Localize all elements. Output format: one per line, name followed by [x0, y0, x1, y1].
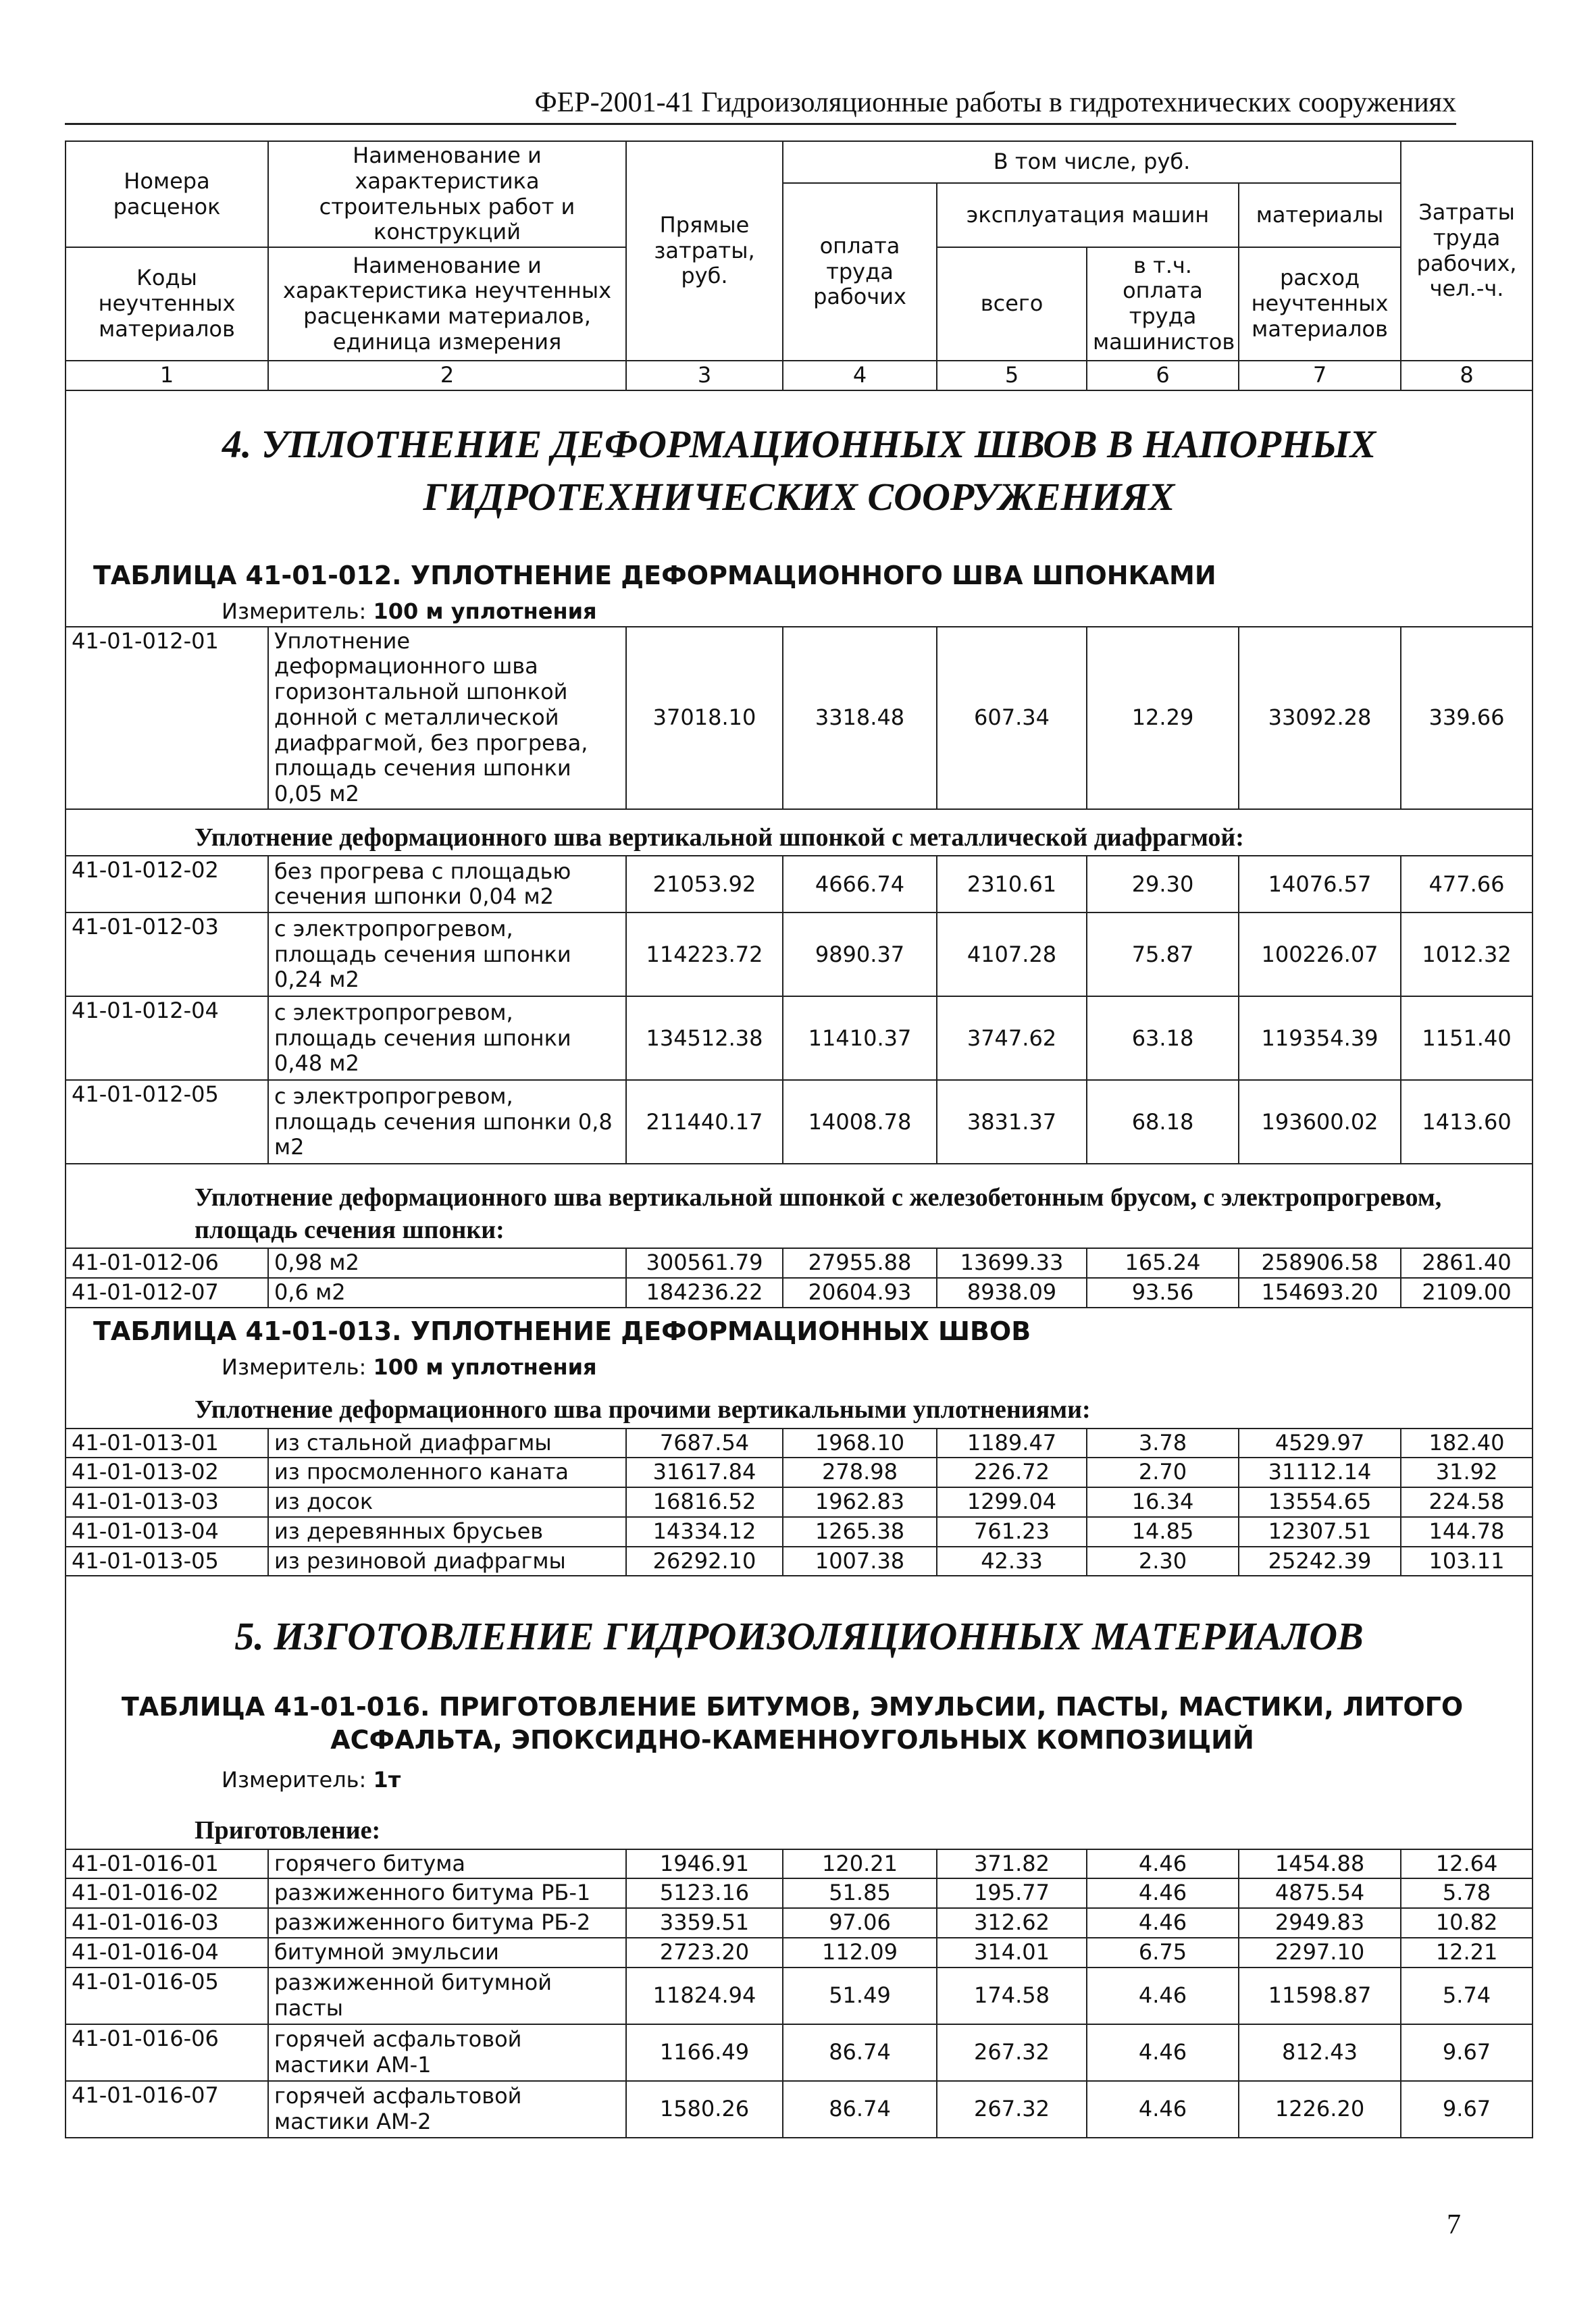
rate-name: разжиженного битума РБ-2 [268, 1908, 626, 1938]
rate-name: горячей асфальтовой мастики АМ-2 [268, 2081, 626, 2138]
col5-header: всего [937, 247, 1087, 361]
machinists-pay: 68.18 [1087, 1080, 1239, 1164]
labor-hours: 31.92 [1401, 1458, 1533, 1487]
col2-top-header: Наименование и характеристика строительных работ и конструкций [268, 141, 626, 247]
direct-cost: 1166.49 [626, 2024, 783, 2081]
direct-cost: 7687.54 [626, 1429, 783, 1458]
materials-cost: 25242.39 [1239, 1547, 1401, 1576]
labor-hours: 2861.40 [1401, 1248, 1533, 1278]
labor-pay: 4666.74 [783, 856, 937, 912]
rate-code: 41-01-012-02 [66, 856, 268, 912]
direct-cost: 3359.51 [626, 1908, 783, 1938]
rate-name: из стальной диафрагмы [268, 1429, 626, 1458]
labor-pay: 3318.48 [783, 627, 937, 809]
col6-header: в т.ч. оплата труда машинистов [1087, 247, 1239, 361]
rate-name: Уплотнение деформационного шва горизонтальной шпонкой донной с металлической диафрагмой, без прогрева, площадь сечения шпонки 0,05 м2 [268, 627, 626, 809]
machines-total: 13699.33 [937, 1248, 1087, 1278]
materials-cost: 14076.57 [1239, 856, 1401, 912]
section-5-title: 5. ИЗГОТОВЛЕНИЕ ГИДРОИЗОЛЯЦИОННЫХ МАТЕРИАЛОВ [234, 1614, 1364, 1659]
col7-header: расход неучтенных материалов [1239, 247, 1401, 361]
page-number: 7 [1447, 2209, 1461, 2240]
materials-cost: 4875.54 [1239, 1878, 1401, 1908]
rate-name: с электропрогревом, площадь сечения шпонки 0,48 м2 [268, 996, 626, 1080]
col-num: 1 [66, 361, 268, 390]
machines-total: 3831.37 [937, 1080, 1087, 1164]
materials-cost: 119354.39 [1239, 996, 1401, 1080]
col2-bottom-header: Наименование и характеристика неучтенных расценками материалов, единица измерения [268, 247, 626, 361]
labor-hours: 10.82 [1401, 1908, 1533, 1938]
labor-hours: 5.78 [1401, 1878, 1533, 1908]
labor-pay: 1962.83 [783, 1487, 937, 1517]
labor-pay: 9890.37 [783, 912, 937, 996]
group-heading: Уплотнение деформационного шва вертикальной шпонкой с металлической диафрагмой: [195, 823, 1244, 852]
rate-code: 41-01-013-01 [66, 1429, 268, 1458]
machines-total: 371.82 [937, 1849, 1087, 1879]
col-num: 5 [937, 361, 1087, 390]
machines-total: 314.01 [937, 1938, 1087, 1968]
labor-pay: 14008.78 [783, 1080, 937, 1164]
machinists-pay: 4.46 [1087, 1878, 1239, 1908]
labor-pay: 120.21 [783, 1849, 937, 1879]
rate-code: 41-01-016-03 [66, 1908, 268, 1938]
machinists-pay: 63.18 [1087, 996, 1239, 1080]
materials-cost: 2949.83 [1239, 1908, 1401, 1938]
direct-cost: 211440.17 [626, 1080, 783, 1164]
machines-total: 8938.09 [937, 1278, 1087, 1308]
col-num: 4 [783, 361, 937, 390]
rate-name: из досок [268, 1487, 626, 1517]
materials-cost: 812.43 [1239, 2024, 1401, 2081]
labor-hours: 1012.32 [1401, 912, 1533, 996]
rate-code: 41-01-012-07 [66, 1278, 268, 1308]
table-012-measure: Измеритель: 100 м уплотнения [222, 598, 597, 624]
machinists-pay: 14.85 [1087, 1517, 1239, 1547]
machines-header: эксплуатация машин [937, 183, 1239, 247]
col1-top-header: Номера расценок [66, 141, 268, 247]
machinists-pay: 6.75 [1087, 1938, 1239, 1968]
rate-name: горячего битума [268, 1849, 626, 1879]
machinists-pay: 4.46 [1087, 2081, 1239, 2138]
table-016-measure: Измеритель: 1т [222, 1767, 401, 1793]
materials-cost: 154693.20 [1239, 1278, 1401, 1308]
col-num: 7 [1239, 361, 1401, 390]
rate-name: из резиновой диафрагмы [268, 1547, 626, 1576]
labor-hours: 1151.40 [1401, 996, 1533, 1080]
materials-cost: 1454.88 [1239, 1849, 1401, 1879]
rate-name: с электропрогревом, площадь сечения шпонки 0,8 м2 [268, 1080, 626, 1164]
table-013-measure: Измеритель: 100 м уплотнения [222, 1354, 597, 1381]
machines-total: 4107.28 [937, 912, 1087, 996]
machines-total: 2310.61 [937, 856, 1087, 912]
col8-header: Затраты труда рабочих, чел.-ч. [1401, 141, 1533, 361]
machinists-pay: 12.29 [1087, 627, 1239, 809]
machines-total: 1299.04 [937, 1487, 1087, 1517]
materials-cost: 193600.02 [1239, 1080, 1401, 1164]
col-num: 6 [1087, 361, 1239, 390]
rate-code: 41-01-012-01 [66, 627, 268, 809]
machinists-pay: 2.30 [1087, 1547, 1239, 1576]
labor-hours: 1413.60 [1401, 1080, 1533, 1164]
direct-cost: 16816.52 [626, 1487, 783, 1517]
machines-total: 267.32 [937, 2081, 1087, 2138]
table-016-title: ТАБЛИЦА 41-01-016. ПРИГОТОВЛЕНИЕ БИТУМОВ, ЭМУЛЬСИИ, ПАСТЫ, МАСТИКИ, ЛИТОГО АСФАЛЬТА, ЭПОКСИДНО-КАМЕННОУГОЛЬНЫХ КОМПОЗИЦИЙ [121, 1691, 1464, 1755]
rate-name: горячей асфальтовой мастики АМ-1 [268, 2024, 626, 2081]
direct-cost: 21053.92 [626, 856, 783, 912]
table-013-title: ТАБЛИЦА 41-01-013. УПЛОТНЕНИЕ ДЕФОРМАЦИОННЫХ ШВОВ [93, 1316, 1031, 1346]
group-heading: Уплотнение деформационного шва вертикальной шпонкой с железобетонным брусом, с электропрогревом, площадь сечения шпонки: [195, 1183, 1442, 1244]
machines-total: 42.33 [937, 1547, 1087, 1576]
labor-pay: 51.85 [783, 1878, 937, 1908]
direct-cost: 26292.10 [626, 1547, 783, 1576]
direct-cost: 37018.10 [626, 627, 783, 809]
rate-code: 41-01-012-05 [66, 1080, 268, 1164]
col4-header: оплата труда рабочих [783, 183, 937, 361]
labor-hours: 224.58 [1401, 1487, 1533, 1517]
materials-cost: 11598.87 [1239, 1968, 1401, 2024]
col-num: 2 [268, 361, 626, 390]
machinists-pay: 4.46 [1087, 1908, 1239, 1938]
labor-pay: 1968.10 [783, 1429, 937, 1458]
materials-cost: 1226.20 [1239, 2081, 1401, 2138]
direct-cost: 31617.84 [626, 1458, 783, 1487]
rate-code: 41-01-013-04 [66, 1517, 268, 1547]
machines-total: 226.72 [937, 1458, 1087, 1487]
machinists-pay: 4.46 [1087, 1968, 1239, 2024]
rate-code: 41-01-016-07 [66, 2081, 268, 2138]
rate-code: 41-01-012-03 [66, 912, 268, 996]
machinists-pay: 75.87 [1087, 912, 1239, 996]
labor-pay: 27955.88 [783, 1248, 937, 1278]
direct-cost: 11824.94 [626, 1968, 783, 2024]
machinists-pay: 165.24 [1087, 1248, 1239, 1278]
rate-code: 41-01-012-04 [66, 996, 268, 1080]
materials-cost: 258906.58 [1239, 1248, 1401, 1278]
machinists-pay: 29.30 [1087, 856, 1239, 912]
machinists-pay: 16.34 [1087, 1487, 1239, 1517]
labor-pay: 1265.38 [783, 1517, 937, 1547]
machinists-pay: 93.56 [1087, 1278, 1239, 1308]
direct-cost: 1946.91 [626, 1849, 783, 1879]
machinists-pay: 3.78 [1087, 1429, 1239, 1458]
labor-hours: 5.74 [1401, 1968, 1533, 2024]
machines-total: 174.58 [937, 1968, 1087, 2024]
labor-hours: 12.64 [1401, 1849, 1533, 1879]
materials-header: материалы [1239, 183, 1401, 247]
rate-code: 41-01-016-05 [66, 1968, 268, 2024]
direct-cost: 184236.22 [626, 1278, 783, 1308]
rate-name: из деревянных брусьев [268, 1517, 626, 1547]
direct-cost: 114223.72 [626, 912, 783, 996]
rates-table [65, 140, 1533, 2138]
direct-cost: 5123.16 [626, 1878, 783, 1908]
machines-total: 607.34 [937, 627, 1087, 809]
labor-hours: 182.40 [1401, 1429, 1533, 1458]
labor-pay: 11410.37 [783, 996, 937, 1080]
machinists-pay: 4.46 [1087, 1849, 1239, 1879]
direct-cost: 134512.38 [626, 996, 783, 1080]
page-header: ФЕР-2001-41 Гидроизоляционные работы в гидротехнических сооружениях [65, 86, 1456, 125]
direct-cost: 2723.20 [626, 1938, 783, 1968]
machines-total: 195.77 [937, 1878, 1087, 1908]
rate-code: 41-01-013-02 [66, 1458, 268, 1487]
direct-cost: 1580.26 [626, 2081, 783, 2138]
materials-cost: 2297.10 [1239, 1938, 1401, 1968]
col-num: 3 [626, 361, 783, 390]
machines-total: 267.32 [937, 2024, 1087, 2081]
materials-cost: 31112.14 [1239, 1458, 1401, 1487]
rate-name: разжиженного битума РБ-1 [268, 1878, 626, 1908]
labor-hours: 9.67 [1401, 2081, 1533, 2138]
labor-hours: 144.78 [1401, 1517, 1533, 1547]
labor-hours: 339.66 [1401, 627, 1533, 809]
rate-code: 41-01-016-04 [66, 1938, 268, 1968]
col3-header: Прямые затраты, руб. [626, 141, 783, 361]
rate-code: 41-01-013-05 [66, 1547, 268, 1576]
materials-cost: 12307.51 [1239, 1517, 1401, 1547]
materials-cost: 13554.65 [1239, 1487, 1401, 1517]
table-012-title: ТАБЛИЦА 41-01-012. УПЛОТНЕНИЕ ДЕФОРМАЦИОННОГО ШВА ШПОНКАМИ [93, 560, 1216, 590]
labor-hours: 12.21 [1401, 1938, 1533, 1968]
col-num: 8 [1401, 361, 1533, 390]
rate-code: 41-01-016-01 [66, 1849, 268, 1879]
labor-pay: 86.74 [783, 2024, 937, 2081]
rate-name: без прогрева с площадью сечения шпонки 0,04 м2 [268, 856, 626, 912]
rate-name: битумной эмульсии [268, 1938, 626, 1968]
materials-cost: 100226.07 [1239, 912, 1401, 996]
col1-bottom-header: Коды неучтенных материалов [66, 247, 268, 361]
rate-code: 41-01-016-02 [66, 1878, 268, 1908]
rate-code: 41-01-012-06 [66, 1248, 268, 1278]
labor-pay: 97.06 [783, 1908, 937, 1938]
machinists-pay: 4.46 [1087, 2024, 1239, 2081]
machines-total: 1189.47 [937, 1429, 1087, 1458]
group-heading: Приготовление: [195, 1816, 381, 1845]
labor-pay: 112.09 [783, 1938, 937, 1968]
rate-name: разжиженной битумной пасты [268, 1968, 626, 2024]
labor-hours: 9.67 [1401, 2024, 1533, 2081]
labor-pay: 20604.93 [783, 1278, 937, 1308]
labor-pay: 278.98 [783, 1458, 937, 1487]
machines-total: 761.23 [937, 1517, 1087, 1547]
rate-name: с электропрогревом, площадь сечения шпонки 0,24 м2 [268, 912, 626, 996]
labor-hours: 2109.00 [1401, 1278, 1533, 1308]
section-4-title: 4. УПЛОТНЕНИЕ ДЕФОРМАЦИОННЫХ ШВОВ В НАПОРНЫХ ГИДРОТЕХНИЧЕСКИХ СООРУЖЕНИЯХ [222, 422, 1376, 519]
machines-total: 312.62 [937, 1908, 1087, 1938]
labor-hours: 103.11 [1401, 1547, 1533, 1576]
labor-pay: 1007.38 [783, 1547, 937, 1576]
labor-pay: 86.74 [783, 2081, 937, 2138]
direct-cost: 14334.12 [626, 1517, 783, 1547]
rate-code: 41-01-013-03 [66, 1487, 268, 1517]
incl-header: В том числе, руб. [783, 141, 1401, 183]
rate-name: 0,6 м2 [268, 1278, 626, 1308]
machines-total: 3747.62 [937, 996, 1087, 1080]
materials-cost: 4529.97 [1239, 1429, 1401, 1458]
rate-name: из просмоленного каната [268, 1458, 626, 1487]
rate-code: 41-01-016-06 [66, 2024, 268, 2081]
labor-pay: 51.49 [783, 1968, 937, 2024]
rate-name: 0,98 м2 [268, 1248, 626, 1278]
materials-cost: 33092.28 [1239, 627, 1401, 809]
machinists-pay: 2.70 [1087, 1458, 1239, 1487]
direct-cost: 300561.79 [626, 1248, 783, 1278]
group-heading: Уплотнение деформационного шва прочими вертикальными уплотнениями: [195, 1395, 1091, 1424]
labor-hours: 477.66 [1401, 856, 1533, 912]
